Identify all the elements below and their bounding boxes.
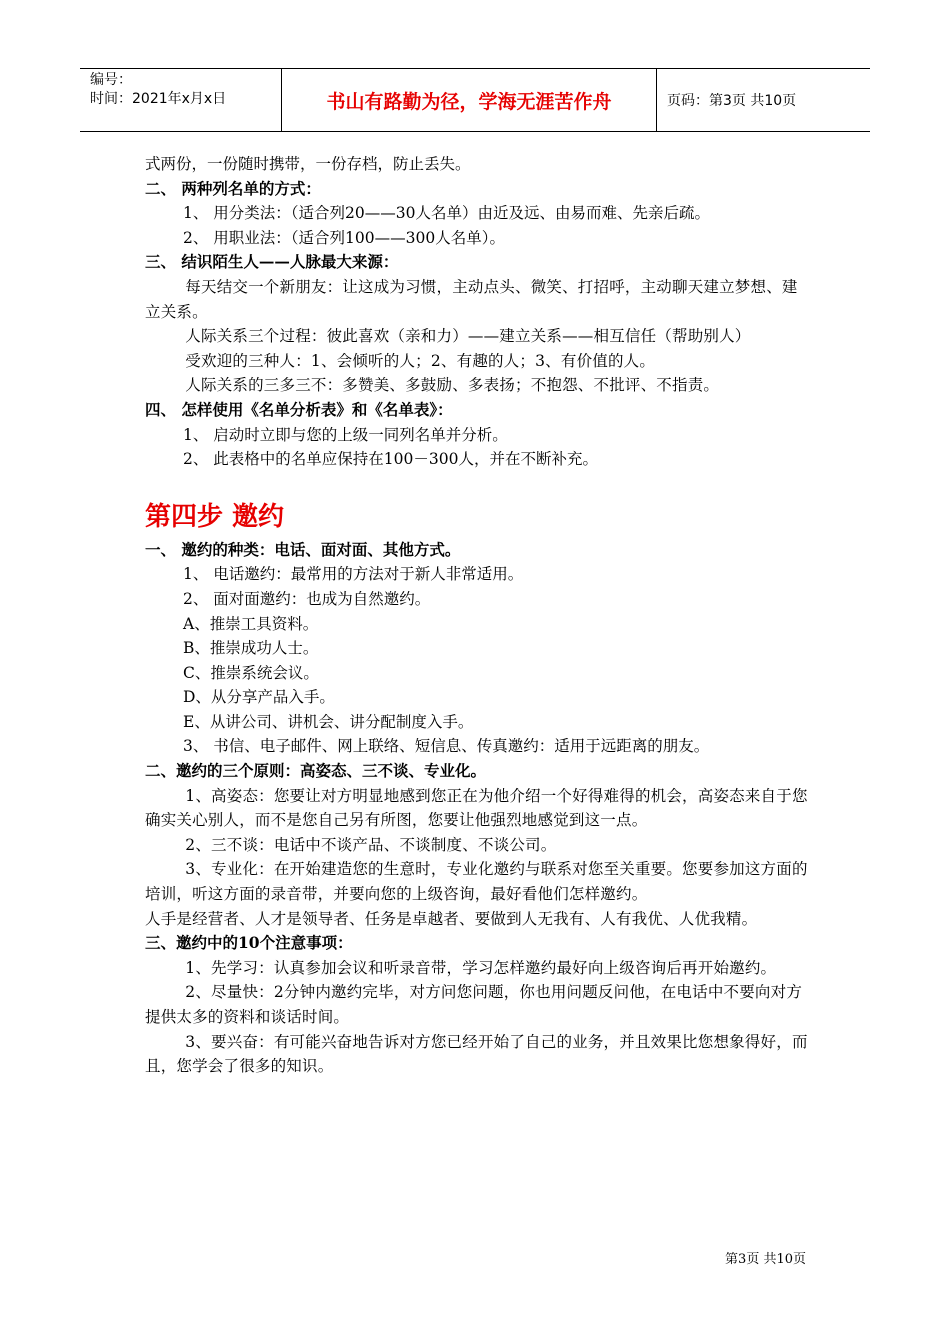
paragraph: 1、高姿态：您要让对方明显地感到您正在为他介绍一个好得难得的机会，高姿态来自于您确实关心别人，而不是您自己另有所图，您要让他强烈地感觉到这一点。 [145,786,808,830]
list-item: 2、 此表格中的名单应保持在100－300人，并在不断补充。 [183,450,598,469]
list-item: D、从分享产品入手。 [183,688,335,707]
header-meta [80,69,282,131]
list-item: C、推崇系统会议。 [183,663,319,682]
list-item: 2、 面对面邀约：也成为自然邀约。 [183,589,431,608]
list-item: B、推崇成功人士。 [183,639,319,658]
section-heading: 三、邀约中的10个注意事项： [145,933,353,953]
paragraph: 人际关系的三多三不：多赞美、多鼓励、多表扬；不抱怨、不批评、不指责。 [185,376,720,395]
paragraph: 每天结交一个新朋友：让这成为习惯，主动点头、微笑、打招呼，主动聊天建立梦想、建立关系。 [145,277,798,321]
paragraph: 人手是经营者、人才是领导者、任务是卓越者、要做到人无我有、人有我优、人优我精。 [145,909,758,928]
page-header [80,68,870,132]
section-heading: 一、 邀约的种类：电话、面对面、其他方式。 [145,539,461,559]
number-label: 编号： [90,72,132,88]
document-body [145,152,810,1079]
list-item: 2、 用职业法：（适合列100——300人名单）。 [183,228,505,247]
body-line: 式两份，一份随时携带，一份存档，防止丢失。 [145,155,471,173]
paragraph: 2、三不谈：电话中不谈产品、不谈制度、不谈公司。 [185,835,557,854]
list-item: 3、 书信、电子邮件、网上联络、短信息、传真邀约：适用于远距离的朋友。 [183,737,710,756]
paragraph: 1、先学习：认真参加会议和听录音带，学习怎样邀约最好向上级咨询后再开始邀约。 [185,958,777,977]
header-motto: 书山有路勤为径，学海无涯苦作舟 [282,69,657,131]
header-page-info: 页码：第3页 共10页 [667,93,797,109]
time-label: 时间：2021年x月x日 [90,91,227,107]
page-footer: 第3页 共10页 [725,1252,806,1267]
list-item: A、推崇工具资料。 [183,614,319,633]
paragraph: 3、专业化：在开始建造您的生意时，专业化邀约与联系对您至关重要。您要参加这方面的培训，听这方面的录音带，并要向您的上级咨询，最好看他们怎样邀约。 [145,860,808,904]
list-item: 1、 启动时立即与您的上级一同列名单并分析。 [183,425,508,444]
paragraph: 人际关系三个过程：彼此喜欢（亲和力）——建立关系——相互信任（帮助别人） [185,327,751,346]
paragraph: 2、尽量快：2分钟内邀约完毕，对方问您问题，你也用问题反问他，在电话中不要向对方提供太多的资料和谈话时间。 [145,983,803,1026]
list-item: 1、 电话邀约：最常用的方法对于新人非常适用。 [183,565,524,584]
section-heading: 二、邀约的三个原则：高姿态、三不谈、专业化。 [145,761,487,781]
section-heading: 二、 两种列名单的方式： [145,178,321,198]
paragraph: 3、要兴奋：有可能兴奋地告诉对方您已经开始了自己的业务，并且效果比您想象得好，而且，您学会了很多的知识。 [145,1032,808,1076]
section-heading: 四、 怎样使用《名单分析表》和《名单表》： [145,399,453,419]
list-item: E、从讲公司、讲机会、讲分配制度入手。 [183,712,474,731]
section-heading: 三、 结识陌生人——人脉最大来源： [145,252,399,272]
step-title: 第四步 邀约 [145,501,285,532]
paragraph: 受欢迎的三种人：1、会倾听的人；2、有趣的人；3、有价值的人。 [185,351,656,370]
list-item: 1、 用分类法：（适合列20——30人名单）由近及远、由易而难、先亲后疏。 [183,204,710,223]
